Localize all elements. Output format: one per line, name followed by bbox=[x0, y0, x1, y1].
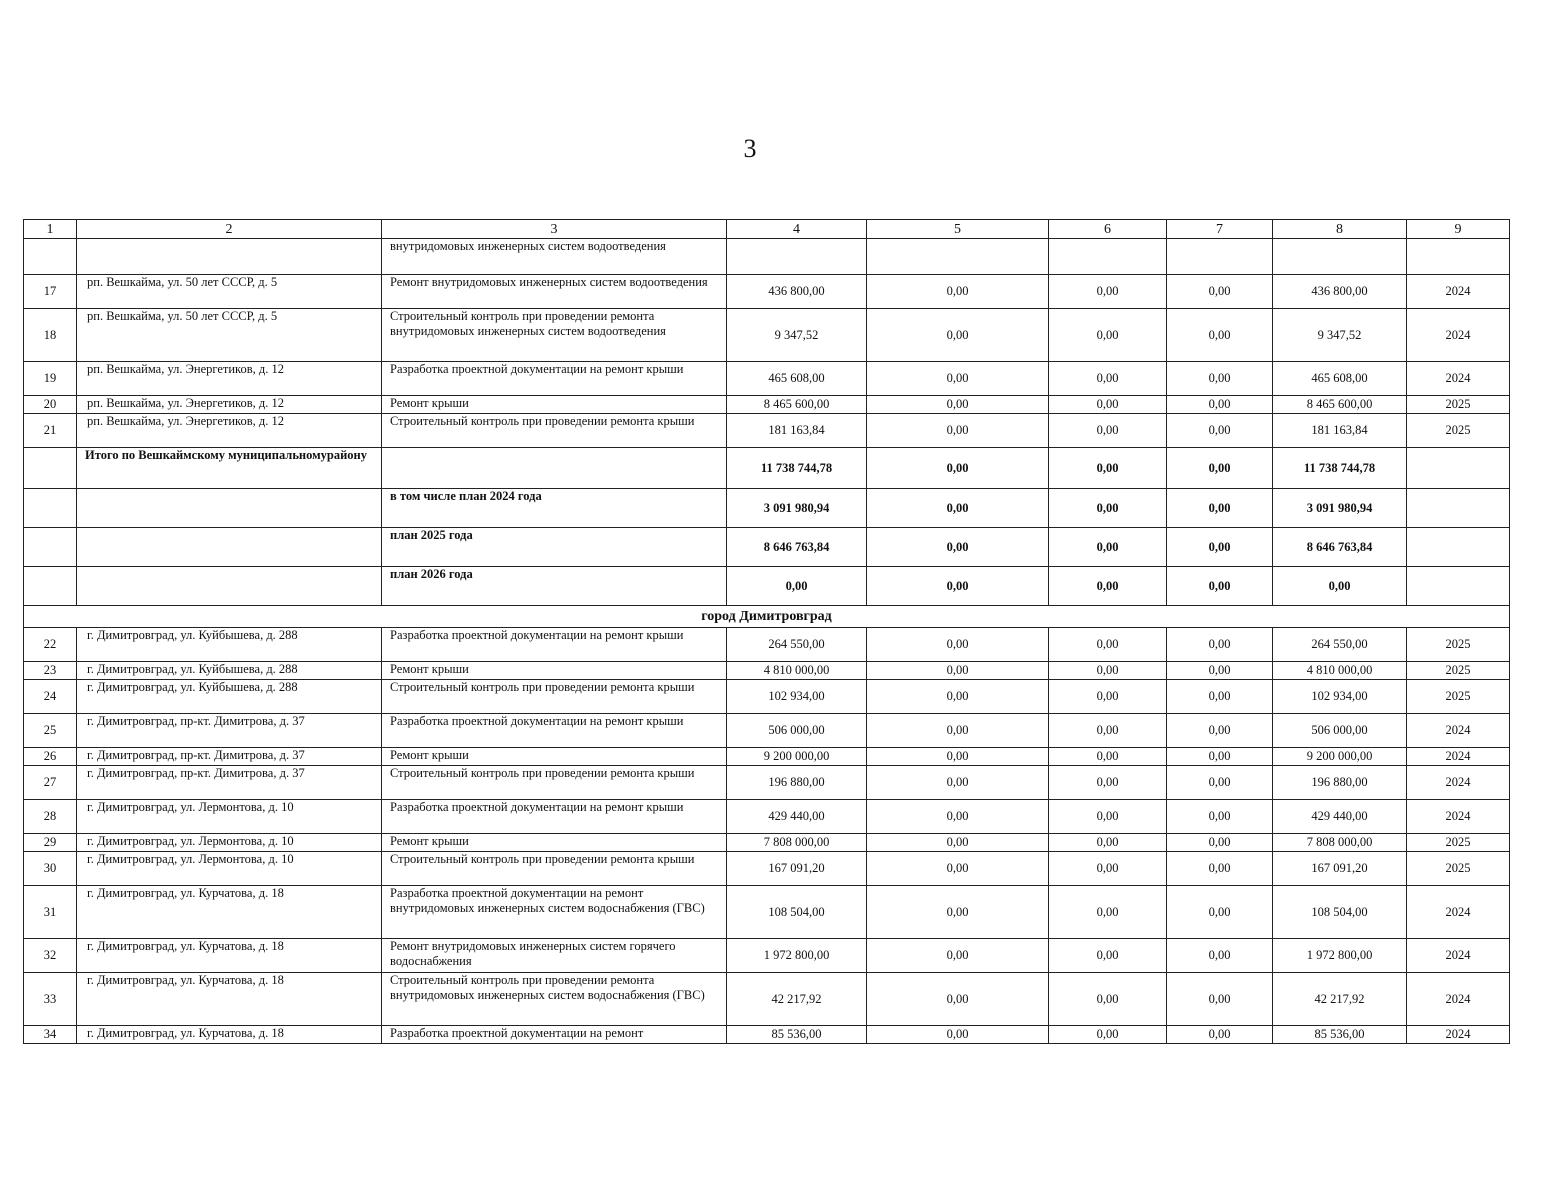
work-description: Ремонт крыши bbox=[382, 396, 727, 414]
amount-c5: 0,00 bbox=[867, 973, 1049, 1026]
amount-c8: 9 200 000,00 bbox=[1273, 748, 1407, 766]
table-row bbox=[24, 396, 1510, 414]
amount-c6: 0,00 bbox=[1049, 414, 1167, 448]
row-number-empty bbox=[24, 489, 77, 528]
address: г. Димитровград, ул. Куйбышева, д. 288 bbox=[77, 628, 382, 662]
year: 2025 bbox=[1407, 396, 1510, 414]
table-row bbox=[24, 800, 1510, 834]
year: 2025 bbox=[1407, 852, 1510, 886]
total-c4: 11 738 744,78 bbox=[727, 448, 867, 489]
table-row bbox=[24, 628, 1510, 662]
year: 2024 bbox=[1407, 362, 1510, 396]
work-description: Разработка проектной документации на ремонт крыши bbox=[382, 800, 727, 834]
address: рп. Вешкайма, ул. 50 лет СССР, д. 5 bbox=[77, 309, 382, 362]
work-description: Ремонт крыши bbox=[382, 662, 727, 680]
address: г. Димитровград, ул. Лермонтова, д. 10 bbox=[77, 834, 382, 852]
amount-c8: 7 808 000,00 bbox=[1273, 834, 1407, 852]
amount-c8: 42 217,92 bbox=[1273, 973, 1407, 1026]
work-description: внутридомовых инженерных систем водоотведения bbox=[382, 239, 727, 275]
total-c6: 0,00 bbox=[1049, 567, 1167, 606]
total-label bbox=[77, 489, 382, 528]
row-number: 34 bbox=[24, 1026, 77, 1044]
row-number-empty bbox=[24, 567, 77, 606]
address: г. Димитровград, ул. Курчатова, д. 18 bbox=[77, 886, 382, 939]
total-c8: 3 091 980,94 bbox=[1273, 489, 1407, 528]
work-description: Строительный контроль при проведении ремонта крыши bbox=[382, 852, 727, 886]
amount-c8: 264 550,00 bbox=[1273, 628, 1407, 662]
row-number: 26 bbox=[24, 748, 77, 766]
row-number: 23 bbox=[24, 662, 77, 680]
column-header: 3 bbox=[382, 220, 727, 239]
amount-c7: 0,00 bbox=[1167, 1026, 1273, 1044]
year-empty bbox=[1407, 448, 1510, 489]
amount-c5: 0,00 bbox=[867, 680, 1049, 714]
table-row bbox=[24, 766, 1510, 800]
total-c4: 3 091 980,94 bbox=[727, 489, 867, 528]
amount-c4: 436 800,00 bbox=[727, 275, 867, 309]
amount-c7: 0,00 bbox=[1167, 800, 1273, 834]
address: рп. Вешкайма, ул. Энергетиков, д. 12 bbox=[77, 362, 382, 396]
amount-c8: 9 347,52 bbox=[1273, 309, 1407, 362]
table-row bbox=[24, 1026, 1510, 1044]
address: г. Димитровград, ул. Куйбышева, д. 288 bbox=[77, 680, 382, 714]
total-c8: 8 646 763,84 bbox=[1273, 528, 1407, 567]
column-header: 4 bbox=[727, 220, 867, 239]
amount-c6: 0,00 bbox=[1049, 939, 1167, 973]
amount-c7: 0,00 bbox=[1167, 852, 1273, 886]
amount-c7: 0,00 bbox=[1167, 714, 1273, 748]
amount-c6: 0,00 bbox=[1049, 973, 1167, 1026]
row-number-empty bbox=[24, 528, 77, 567]
amount-c5: 0,00 bbox=[867, 275, 1049, 309]
amount-c7: 0,00 bbox=[1167, 662, 1273, 680]
amount-c5: 0,00 bbox=[867, 628, 1049, 662]
amount-c8: 108 504,00 bbox=[1273, 886, 1407, 939]
amount-c8: 429 440,00 bbox=[1273, 800, 1407, 834]
amount-c5: 0,00 bbox=[867, 662, 1049, 680]
address: г. Димитровград, ул. Курчатова, д. 18 bbox=[77, 939, 382, 973]
amount-c4: 108 504,00 bbox=[727, 886, 867, 939]
amount-c7: 0,00 bbox=[1167, 309, 1273, 362]
address: г. Димитровград, пр-кт. Димитрова, д. 37 bbox=[77, 714, 382, 748]
year: 2024 bbox=[1407, 309, 1510, 362]
row-number: 31 bbox=[24, 886, 77, 939]
year: 2025 bbox=[1407, 662, 1510, 680]
column-header: 7 bbox=[1167, 220, 1273, 239]
amount-c6: 0,00 bbox=[1049, 362, 1167, 396]
amount-c8: 1 972 800,00 bbox=[1273, 939, 1407, 973]
total-c5: 0,00 bbox=[867, 528, 1049, 567]
address: рп. Вешкайма, ул. 50 лет СССР, д. 5 bbox=[77, 275, 382, 309]
total-row bbox=[24, 489, 1510, 528]
amount-c4: 429 440,00 bbox=[727, 800, 867, 834]
amount-c6: 0,00 bbox=[1049, 309, 1167, 362]
row-number: 22 bbox=[24, 628, 77, 662]
total-c4: 8 646 763,84 bbox=[727, 528, 867, 567]
year-empty bbox=[1407, 567, 1510, 606]
amount-c7: 0,00 bbox=[1167, 766, 1273, 800]
year: 2025 bbox=[1407, 414, 1510, 448]
work-description: Строительный контроль при проведении ремонта крыши bbox=[382, 414, 727, 448]
work-description: Ремонт крыши bbox=[382, 834, 727, 852]
table-row bbox=[24, 834, 1510, 852]
plan-label: план 2026 года bbox=[382, 567, 727, 606]
amount-c5: 0,00 bbox=[867, 766, 1049, 800]
total-c8: 0,00 bbox=[1273, 567, 1407, 606]
amount-c4: 181 163,84 bbox=[727, 414, 867, 448]
total-c7: 0,00 bbox=[1167, 528, 1273, 567]
column-header: 9 bbox=[1407, 220, 1510, 239]
year: 2025 bbox=[1407, 628, 1510, 662]
amount-c7: 0,00 bbox=[1167, 886, 1273, 939]
page-number: 3 bbox=[743, 134, 757, 163]
amount-c7: 0,00 bbox=[1167, 396, 1273, 414]
total-c7: 0,00 bbox=[1167, 448, 1273, 489]
work-description: Ремонт внутридомовых инженерных систем водоотведения bbox=[382, 275, 727, 309]
row-number: 27 bbox=[24, 766, 77, 800]
table-row bbox=[24, 748, 1510, 766]
row-number: 25 bbox=[24, 714, 77, 748]
section-title: город Димитровград bbox=[24, 606, 1510, 628]
year: 2024 bbox=[1407, 714, 1510, 748]
column-header: 8 bbox=[1273, 220, 1407, 239]
amount-c8: 436 800,00 bbox=[1273, 275, 1407, 309]
plan-label: план 2025 года bbox=[382, 528, 727, 567]
amount-c7: 0,00 bbox=[1167, 680, 1273, 714]
total-c8: 11 738 744,78 bbox=[1273, 448, 1407, 489]
year: 2024 bbox=[1407, 766, 1510, 800]
amount-c7: 0,00 bbox=[1167, 414, 1273, 448]
year: 2024 bbox=[1407, 939, 1510, 973]
work-description: Строительный контроль при проведении ремонта внутридомовых инженерных систем водоснабжения (ГВС) bbox=[382, 973, 727, 1026]
amount-c4: 85 536,00 bbox=[727, 1026, 867, 1044]
row-number: 29 bbox=[24, 834, 77, 852]
amount-c4: 8 465 600,00 bbox=[727, 396, 867, 414]
total-label: Итого по Вешкаймскому муниципальномурайону bbox=[77, 448, 382, 489]
header-row bbox=[24, 220, 1510, 239]
address: г. Димитровград, ул. Курчатова, д. 18 bbox=[77, 973, 382, 1026]
year: 2025 bbox=[1407, 834, 1510, 852]
total-label bbox=[77, 567, 382, 606]
work-description: Ремонт крыши bbox=[382, 748, 727, 766]
year: 2024 bbox=[1407, 973, 1510, 1026]
amount-c8: 181 163,84 bbox=[1273, 414, 1407, 448]
row-number: 20 bbox=[24, 396, 77, 414]
column-header: 6 bbox=[1049, 220, 1167, 239]
total-c5: 0,00 bbox=[867, 448, 1049, 489]
year: 2024 bbox=[1407, 1026, 1510, 1044]
year: 2024 bbox=[1407, 275, 1510, 309]
work-description: Разработка проектной документации на ремонт внутридомовых инженерных систем водоснабжения (ГВС) bbox=[382, 886, 727, 939]
amount-c5: 0,00 bbox=[867, 414, 1049, 448]
amount-c5: 0,00 bbox=[867, 939, 1049, 973]
amount-c8: 506 000,00 bbox=[1273, 714, 1407, 748]
column-header: 5 bbox=[867, 220, 1049, 239]
amount-c8: 102 934,00 bbox=[1273, 680, 1407, 714]
table-row bbox=[24, 662, 1510, 680]
amount-c7: 0,00 bbox=[1167, 973, 1273, 1026]
amount-c6: 0,00 bbox=[1049, 275, 1167, 309]
year-empty bbox=[1407, 489, 1510, 528]
row-number: 19 bbox=[24, 362, 77, 396]
total-c5: 0,00 bbox=[867, 567, 1049, 606]
total-row bbox=[24, 528, 1510, 567]
total-c6: 0,00 bbox=[1049, 528, 1167, 567]
amount-c4: 264 550,00 bbox=[727, 628, 867, 662]
amount-c6: 0,00 bbox=[1049, 396, 1167, 414]
amount-c4: 7 808 000,00 bbox=[727, 834, 867, 852]
amount-c5: 0,00 bbox=[867, 714, 1049, 748]
row-number: 28 bbox=[24, 800, 77, 834]
address: г. Димитровград, ул. Лермонтова, д. 10 bbox=[77, 800, 382, 834]
amount-c6: 0,00 bbox=[1049, 662, 1167, 680]
amount-c6: 0,00 bbox=[1049, 886, 1167, 939]
amount-c7: 0,00 bbox=[1167, 834, 1273, 852]
amount-c5: 0,00 bbox=[867, 800, 1049, 834]
amount-c7: 0,00 bbox=[1167, 362, 1273, 396]
column-header: 2 bbox=[77, 220, 382, 239]
row-number: 32 bbox=[24, 939, 77, 973]
amount-c4: 506 000,00 bbox=[727, 714, 867, 748]
total-c6: 0,00 bbox=[1049, 489, 1167, 528]
continuation-row bbox=[24, 239, 1510, 275]
amount-c8: 465 608,00 bbox=[1273, 362, 1407, 396]
amount-c4: 1 972 800,00 bbox=[727, 939, 867, 973]
amount-c8: 167 091,20 bbox=[1273, 852, 1407, 886]
year: 2024 bbox=[1407, 748, 1510, 766]
row-number-empty bbox=[24, 448, 77, 489]
work-description: Разработка проектной документации на ремонт крыши bbox=[382, 714, 727, 748]
amount-c4: 465 608,00 bbox=[727, 362, 867, 396]
amount-c6: 0,00 bbox=[1049, 834, 1167, 852]
table-row bbox=[24, 680, 1510, 714]
year: 2024 bbox=[1407, 886, 1510, 939]
work-description: Разработка проектной документации на ремонт bbox=[382, 1026, 727, 1044]
works-table-container bbox=[23, 219, 1509, 1044]
total-c4: 0,00 bbox=[727, 567, 867, 606]
work-description: Строительный контроль при проведении ремонта крыши bbox=[382, 680, 727, 714]
amount-c5: 0,00 bbox=[867, 886, 1049, 939]
table-row bbox=[24, 414, 1510, 448]
total-c6: 0,00 bbox=[1049, 448, 1167, 489]
amount-c5: 0,00 bbox=[867, 1026, 1049, 1044]
address: г. Димитровград, ул. Лермонтова, д. 10 bbox=[77, 852, 382, 886]
work-description: Строительный контроль при проведении ремонта крыши bbox=[382, 766, 727, 800]
row-number: 18 bbox=[24, 309, 77, 362]
amount-c4: 9 200 000,00 bbox=[727, 748, 867, 766]
amount-c6: 0,00 bbox=[1049, 766, 1167, 800]
amount-c4: 42 217,92 bbox=[727, 973, 867, 1026]
row-number: 30 bbox=[24, 852, 77, 886]
work-description: Ремонт внутридомовых инженерных систем горячего водоснабжения bbox=[382, 939, 727, 973]
works-table bbox=[23, 219, 1510, 1044]
amount-c8: 85 536,00 bbox=[1273, 1026, 1407, 1044]
year: 2025 bbox=[1407, 680, 1510, 714]
amount-c8: 4 810 000,00 bbox=[1273, 662, 1407, 680]
amount-c5: 0,00 bbox=[867, 396, 1049, 414]
address: г. Димитровград, пр-кт. Димитрова, д. 37 bbox=[77, 766, 382, 800]
amount-c8: 196 880,00 bbox=[1273, 766, 1407, 800]
amount-c6: 0,00 bbox=[1049, 1026, 1167, 1044]
amount-c7: 0,00 bbox=[1167, 748, 1273, 766]
amount-c6: 0,00 bbox=[1049, 714, 1167, 748]
address: рп. Вешкайма, ул. Энергетиков, д. 12 bbox=[77, 396, 382, 414]
amount-c5: 0,00 bbox=[867, 309, 1049, 362]
row-number: 17 bbox=[24, 275, 77, 309]
table-row bbox=[24, 973, 1510, 1026]
total-c5: 0,00 bbox=[867, 489, 1049, 528]
table-row bbox=[24, 852, 1510, 886]
table-row bbox=[24, 309, 1510, 362]
amount-c6: 0,00 bbox=[1049, 628, 1167, 662]
address: г. Димитровград, пр-кт. Димитрова, д. 37 bbox=[77, 748, 382, 766]
address: г. Димитровград, ул. Куйбышева, д. 288 bbox=[77, 662, 382, 680]
amount-c6: 0,00 bbox=[1049, 680, 1167, 714]
amount-c5: 0,00 bbox=[867, 362, 1049, 396]
year: 2024 bbox=[1407, 800, 1510, 834]
amount-c6: 0,00 bbox=[1049, 748, 1167, 766]
amount-c4: 167 091,20 bbox=[727, 852, 867, 886]
amount-c4: 102 934,00 bbox=[727, 680, 867, 714]
total-c7: 0,00 bbox=[1167, 567, 1273, 606]
work-description: Разработка проектной документации на ремонт крыши bbox=[382, 362, 727, 396]
section-row bbox=[24, 606, 1510, 628]
column-header: 1 bbox=[24, 220, 77, 239]
amount-c7: 0,00 bbox=[1167, 628, 1273, 662]
address: г. Димитровград, ул. Курчатова, д. 18 bbox=[77, 1026, 382, 1044]
table-row bbox=[24, 275, 1510, 309]
amount-c6: 0,00 bbox=[1049, 852, 1167, 886]
work-description: Разработка проектной документации на ремонт крыши bbox=[382, 628, 727, 662]
amount-c5: 0,00 bbox=[867, 748, 1049, 766]
plan-label bbox=[382, 448, 727, 489]
total-label bbox=[77, 528, 382, 567]
row-number: 24 bbox=[24, 680, 77, 714]
plan-label: в том числе план 2024 года bbox=[382, 489, 727, 528]
amount-c4: 196 880,00 bbox=[727, 766, 867, 800]
amount-c8: 8 465 600,00 bbox=[1273, 396, 1407, 414]
amount-c7: 0,00 bbox=[1167, 939, 1273, 973]
amount-c5: 0,00 bbox=[867, 852, 1049, 886]
table-row bbox=[24, 886, 1510, 939]
amount-c5: 0,00 bbox=[867, 834, 1049, 852]
table-row bbox=[24, 362, 1510, 396]
table-row bbox=[24, 939, 1510, 973]
amount-c4: 4 810 000,00 bbox=[727, 662, 867, 680]
amount-c4: 9 347,52 bbox=[727, 309, 867, 362]
total-row bbox=[24, 567, 1510, 606]
amount-c6: 0,00 bbox=[1049, 800, 1167, 834]
row-number: 21 bbox=[24, 414, 77, 448]
total-c7: 0,00 bbox=[1167, 489, 1273, 528]
table-row bbox=[24, 714, 1510, 748]
address: рп. Вешкайма, ул. Энергетиков, д. 12 bbox=[77, 414, 382, 448]
amount-c7: 0,00 bbox=[1167, 275, 1273, 309]
year-empty bbox=[1407, 528, 1510, 567]
work-description: Строительный контроль при проведении ремонта внутридомовых инженерных систем водоотведения bbox=[382, 309, 727, 362]
total-row bbox=[24, 448, 1510, 489]
row-number: 33 bbox=[24, 973, 77, 1026]
